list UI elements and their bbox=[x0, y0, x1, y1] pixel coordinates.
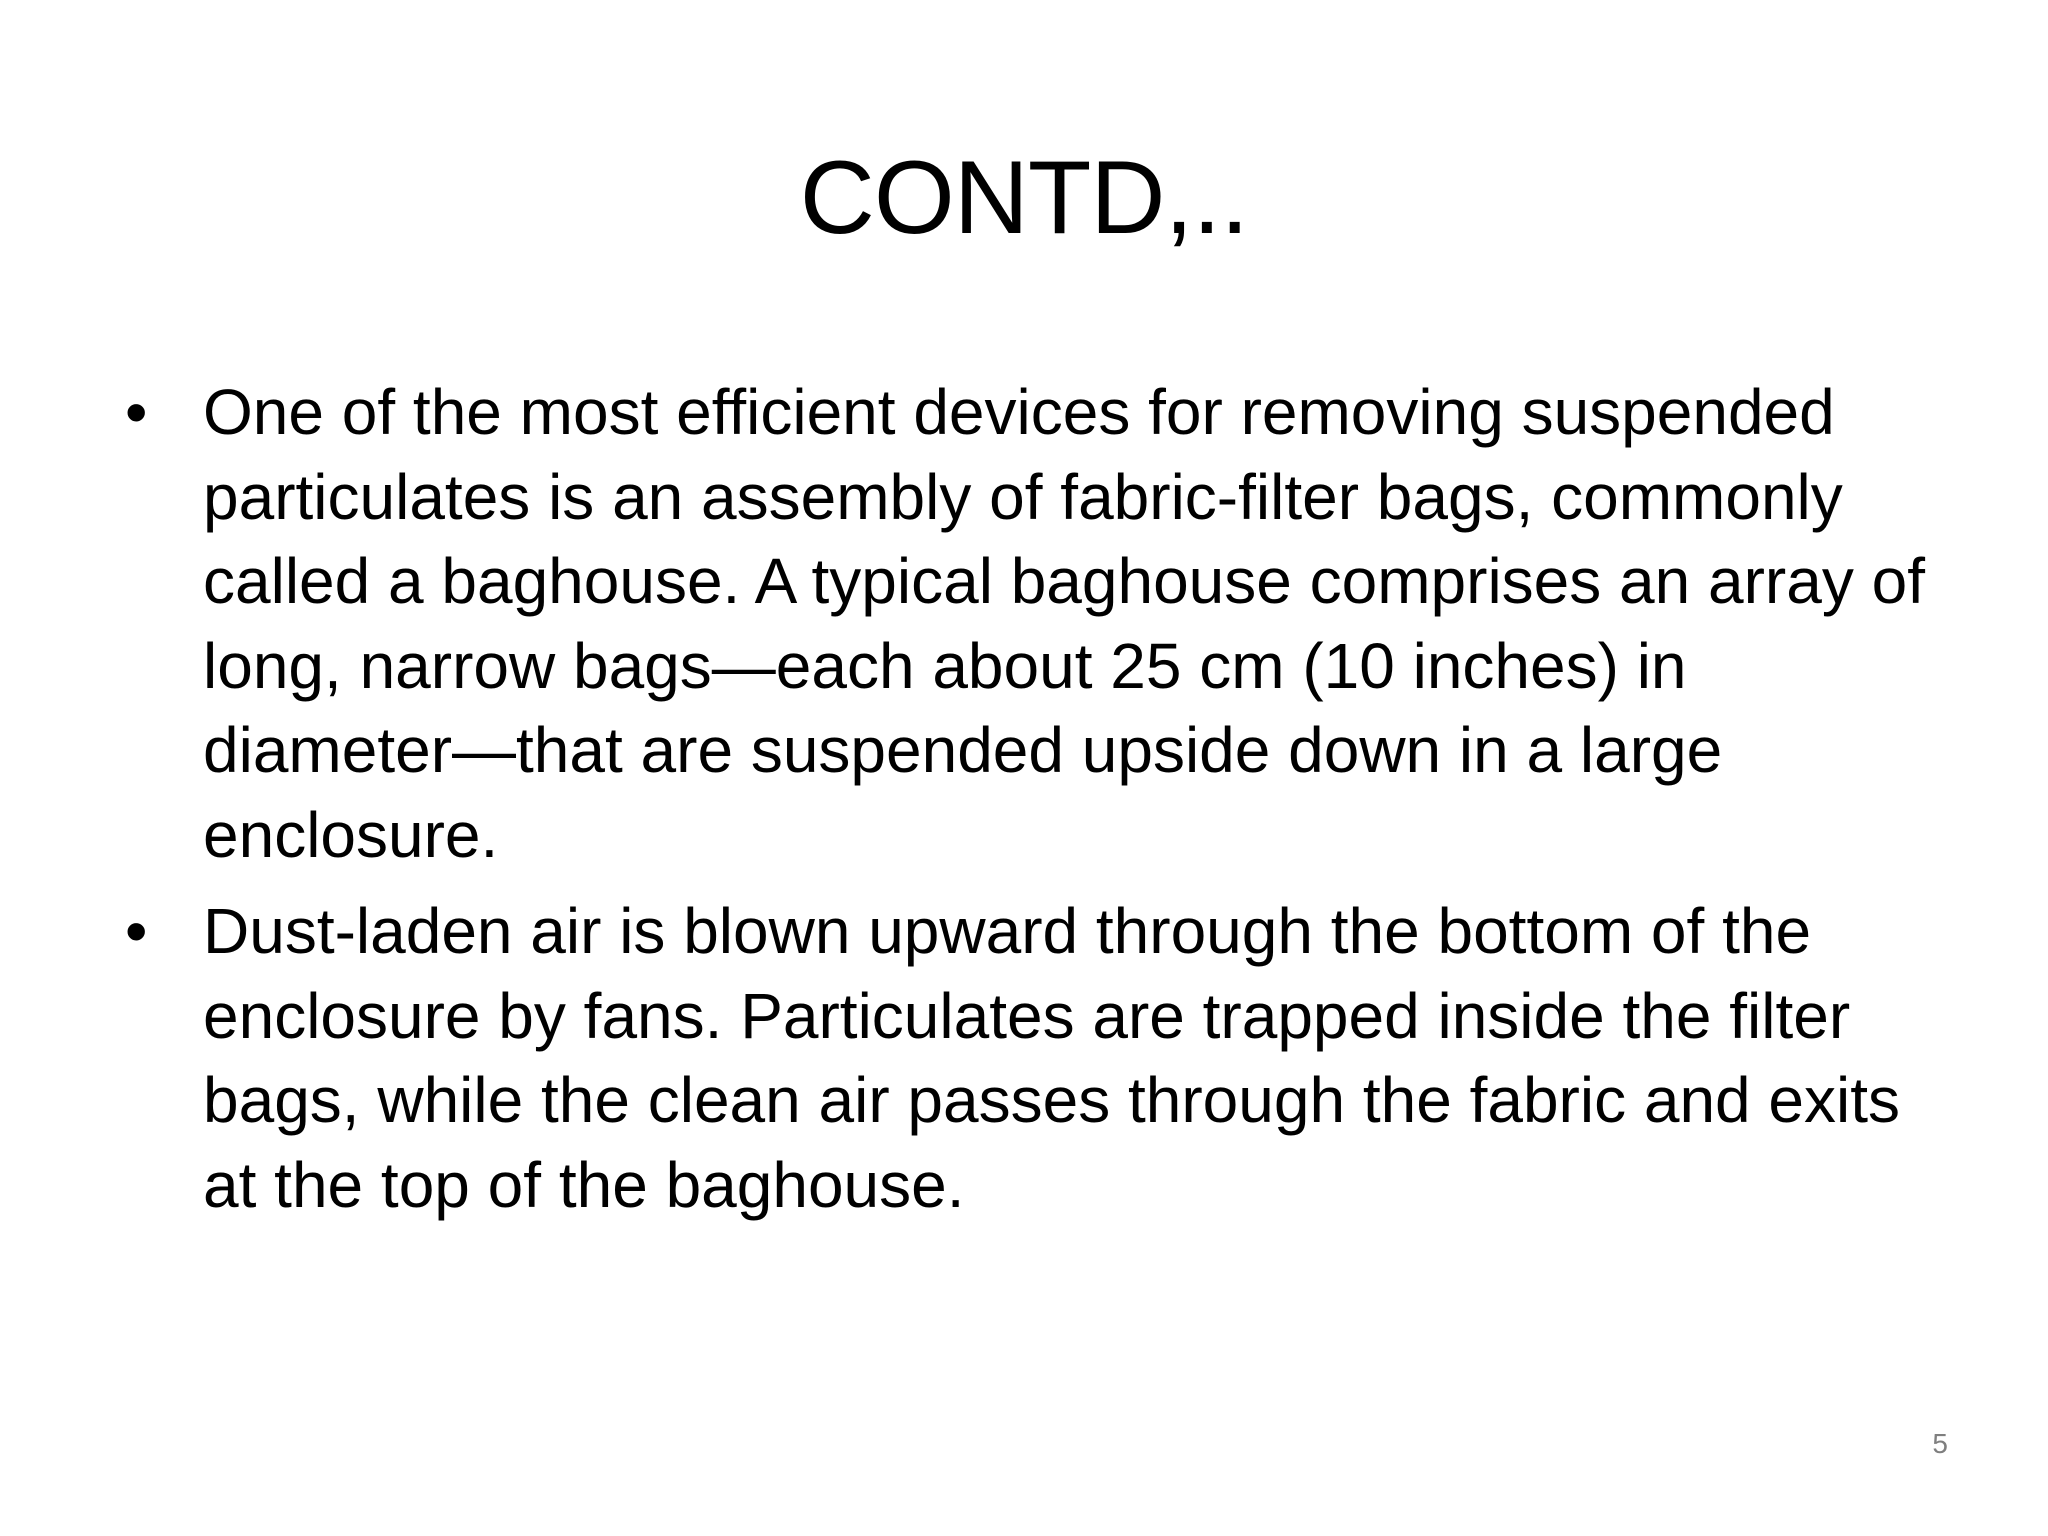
bullet-item-2 bbox=[125, 889, 1945, 1227]
slide-title: CONTD,.. bbox=[799, 140, 1249, 256]
bullet-text: One of the most efficient devices for removing suspended particulates is an assembly of fabric-filter bags, commonly called a baghouse. A typical baghouse comprises an array of long, narrow bags—each about 25 cm (10 inches) in diameter—that are suspended upside down in a large enclosure. bbox=[203, 376, 1925, 871]
bullet-text: Dust-laden air is blown upward through the bottom of the enclosure by fans. Particulates are trapped inside the filter bags, while the clean air passes through the fabric and exits at the top of the baghouse. bbox=[203, 895, 1900, 1221]
bullet-list bbox=[125, 370, 1945, 1239]
bullet-item-1 bbox=[125, 370, 1945, 877]
bullet-icon: • bbox=[125, 895, 148, 967]
bullet-icon: • bbox=[125, 376, 148, 448]
page-number: 5 bbox=[1932, 1428, 1948, 1459]
